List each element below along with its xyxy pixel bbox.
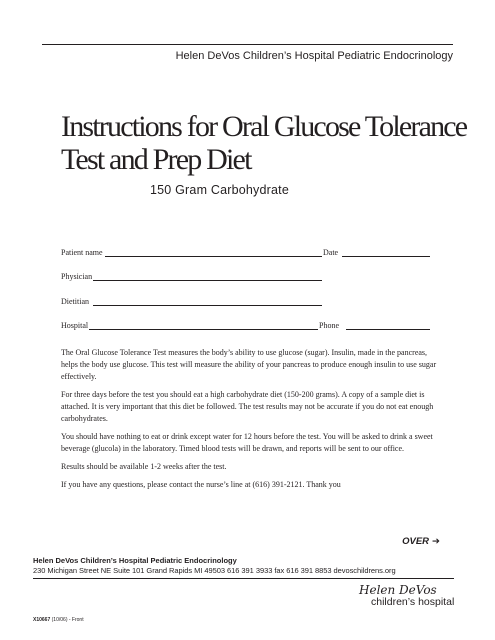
instructions-body — [61, 347, 444, 497]
over-indicator — [402, 536, 440, 547]
right-arrow-icon: ➔ — [432, 536, 440, 547]
logo-wordmark-sub: children’s hospital — [371, 596, 455, 608]
patient-name-line — [105, 256, 322, 257]
footer-contact: 230 Michigan Street NE Suite 101 Grand Rapids MI 49503 616 391 3933 fax 616 391 8853 devoschildrens.org — [33, 566, 396, 575]
phone-line — [346, 329, 430, 330]
header-rule — [42, 44, 453, 45]
document-title: Instructions for Oral Glucose Tolerance Test and Prep Diet — [61, 110, 467, 176]
form-code-number: X10667 — [33, 617, 51, 623]
phone-label: Phone — [319, 321, 339, 330]
body-paragraph-results: Results should be available 1-2 weeks after the test. — [61, 462, 227, 471]
logo-wordmark-name: Helen DeVos — [359, 583, 437, 597]
hospital-logo — [359, 583, 455, 613]
form-code — [33, 617, 84, 623]
body-paragraph-fasting: You should have nothing to eat or drink except water for 12 hours before the test. You will be asked to drink a sweet beverage (glucola) in the laboratory. Timed blood tests will be drawn, and reports will be sent to our office. — [61, 432, 433, 453]
document-subtitle: 150 Gram Carbohydrate — [150, 183, 289, 197]
body-paragraph-purpose: The Oral Glucose Tolerance Test measures the body’s ability to use glucose (sugar). Insulin, made in the pancreas, helps the body use glucose. This test will measure the ability of your pancreas to produce enough insulin to use sugar effectively. — [61, 348, 437, 381]
dietitian-label: Dietitian — [61, 297, 89, 306]
date-line — [342, 256, 430, 257]
physician-label: Physician — [61, 272, 93, 281]
dietitian-line — [93, 305, 322, 306]
footer-rule — [33, 578, 454, 579]
body-paragraph-diet: For three days before the test you should eat a high carbohydrate diet (150-200 grams). A copy of a sample diet is attached. It is very important that this diet be followed. The test results may not be accurate if you do not eat enough carbohydrates. — [61, 390, 434, 423]
hospital-label: Hospital — [61, 321, 89, 330]
header-department: Helen DeVos Children’s Hospital Pediatric Endocrinology — [175, 50, 453, 62]
hospital-line — [89, 329, 318, 330]
over-label: OVER — [402, 536, 430, 547]
body-paragraph-contact: If you have any questions, please contact the nurse’s line at (616) 391-2121. Thank you — [61, 480, 341, 489]
physician-line — [93, 280, 322, 281]
footer-org: Helen DeVos Children’s Hospital Pediatric Endocrinology — [33, 556, 237, 565]
date-label: Date — [323, 248, 339, 257]
form-code-revision: (10/06) - Front — [51, 617, 84, 623]
patient-name-label: Patient name — [61, 248, 103, 257]
